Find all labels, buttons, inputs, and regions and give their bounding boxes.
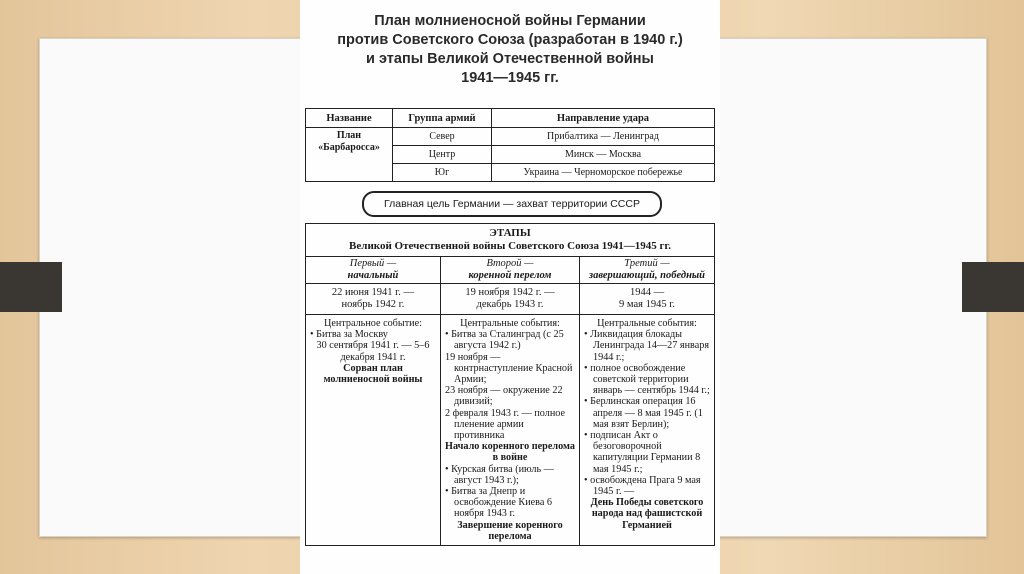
phase-name: Второй —	[486, 258, 534, 269]
phase-header	[580, 257, 715, 284]
phase-date: декабрь 1943 г.	[476, 299, 544, 310]
header-army-group: Группа армий	[393, 109, 492, 128]
event-line: • Ликвидация блокады Ленинграда 14—27 января 1944 г.;	[584, 329, 710, 363]
event-conclusion: Начало коренного перелома в войне	[445, 441, 575, 464]
event-line: • Курская битва (июль — август 1943 г.);	[444, 463, 554, 486]
header-direction: Направление удара	[492, 109, 715, 128]
phase-dates	[580, 284, 715, 315]
phase-header	[306, 257, 441, 284]
phase-date: 1944 —	[629, 287, 665, 298]
title-line: План молниеносной войны Германии	[374, 13, 646, 29]
direction-cell: Прибалтика — Ленинград	[492, 128, 715, 146]
event-line: Центральное событие:	[323, 318, 422, 329]
event-line: 30 сентября 1941 г. — 5–6 декабря 1941 г.	[316, 340, 430, 363]
army-group-cell: Север	[393, 128, 492, 146]
main-goal-banner: Главная цель Германии — захват территории СССР	[362, 191, 662, 217]
title-line: и этапы Великой Отечественной войны	[366, 51, 654, 67]
event-line: Центральные события:	[597, 318, 697, 329]
phase-date: 19 ноября 1942 г. —	[465, 287, 555, 298]
plan-name-line: «Барбаросса»	[318, 142, 380, 153]
event-conclusion: Сорван план молниеносной войны	[323, 362, 423, 386]
phase-events-col3	[580, 315, 715, 546]
phase-date: ноябрь 1942 г.	[341, 299, 405, 310]
phase-sub: завершающий, победный	[588, 270, 706, 281]
phase-date: 9 мая 1945 г.	[619, 299, 675, 310]
event-line: 23 ноября — окружение 22 дивизий;	[444, 385, 563, 408]
document-title	[300, 12, 720, 88]
event-conclusion: Завершение коренного перелома	[457, 519, 563, 542]
title-line: против Советского Союза (разработан в 1940 г.)	[337, 32, 683, 48]
plan-table	[305, 108, 715, 182]
event-line: 19 ноября — контрнаступление Красной Армии;	[444, 351, 573, 386]
header-name: Название	[306, 109, 393, 128]
event-line: • полное освобождение советской территории январь — сентябрь 1944 г.;	[584, 362, 710, 397]
phase-sub: коренной перелом	[468, 270, 552, 281]
plan-name-cell	[306, 128, 393, 182]
phase-events-col1	[306, 315, 441, 546]
direction-cell: Минск — Москва	[492, 146, 715, 164]
event-line: 2 февраля 1943 г. — полное пленение армии противника	[444, 407, 566, 442]
stages-title-line: Великой Отечественной войны Советского Союза 1941—1945 гг.	[349, 240, 671, 252]
event-line: • Битва за Москву	[310, 329, 388, 341]
phase-dates	[440, 284, 579, 315]
plan-name-line: План	[336, 130, 362, 141]
event-line: • Берлинская операция 16 апреля — 8 мая 1945 г. (1 мая взят Берлин);	[584, 396, 703, 430]
stages-title	[306, 224, 715, 257]
document-page	[300, 0, 720, 574]
event-line: • освобождена Прага 9 мая 1945 г. —	[584, 474, 701, 498]
event-conclusion: День Победы советского народа над фашистской Германией	[590, 497, 704, 531]
phase-events-col2	[440, 315, 579, 546]
event-line: • Битва за Сталинград (с 25 августа 1942 г.)	[444, 329, 564, 352]
phase-dates	[306, 284, 441, 315]
stages-table	[305, 223, 715, 546]
phase-name: Первый —	[349, 258, 397, 269]
event-line: • Битва за Днепр и освобождение Киева 6 ноября 1943 г.	[444, 486, 553, 520]
event-line: • подписан Акт о безоговорочной капитуляции Германии 8 мая 1945 г.;	[584, 430, 701, 475]
army-group-cell: Юг	[393, 164, 492, 182]
right-tab-decoration	[962, 262, 1024, 312]
title-line: 1941—1945 гг.	[461, 70, 559, 86]
stages-title-line: ЭТАПЫ	[489, 227, 531, 239]
phase-sub: начальный	[347, 270, 399, 281]
phase-name: Третий —	[624, 258, 670, 269]
army-group-cell: Центр	[393, 146, 492, 164]
phase-header	[440, 257, 579, 284]
event-line: Центральные события:	[460, 318, 560, 329]
left-tab-decoration	[0, 262, 62, 312]
direction-cell: Украина — Черноморское побережье	[492, 164, 715, 182]
phase-date: 22 июня 1941 г. —	[331, 287, 415, 298]
